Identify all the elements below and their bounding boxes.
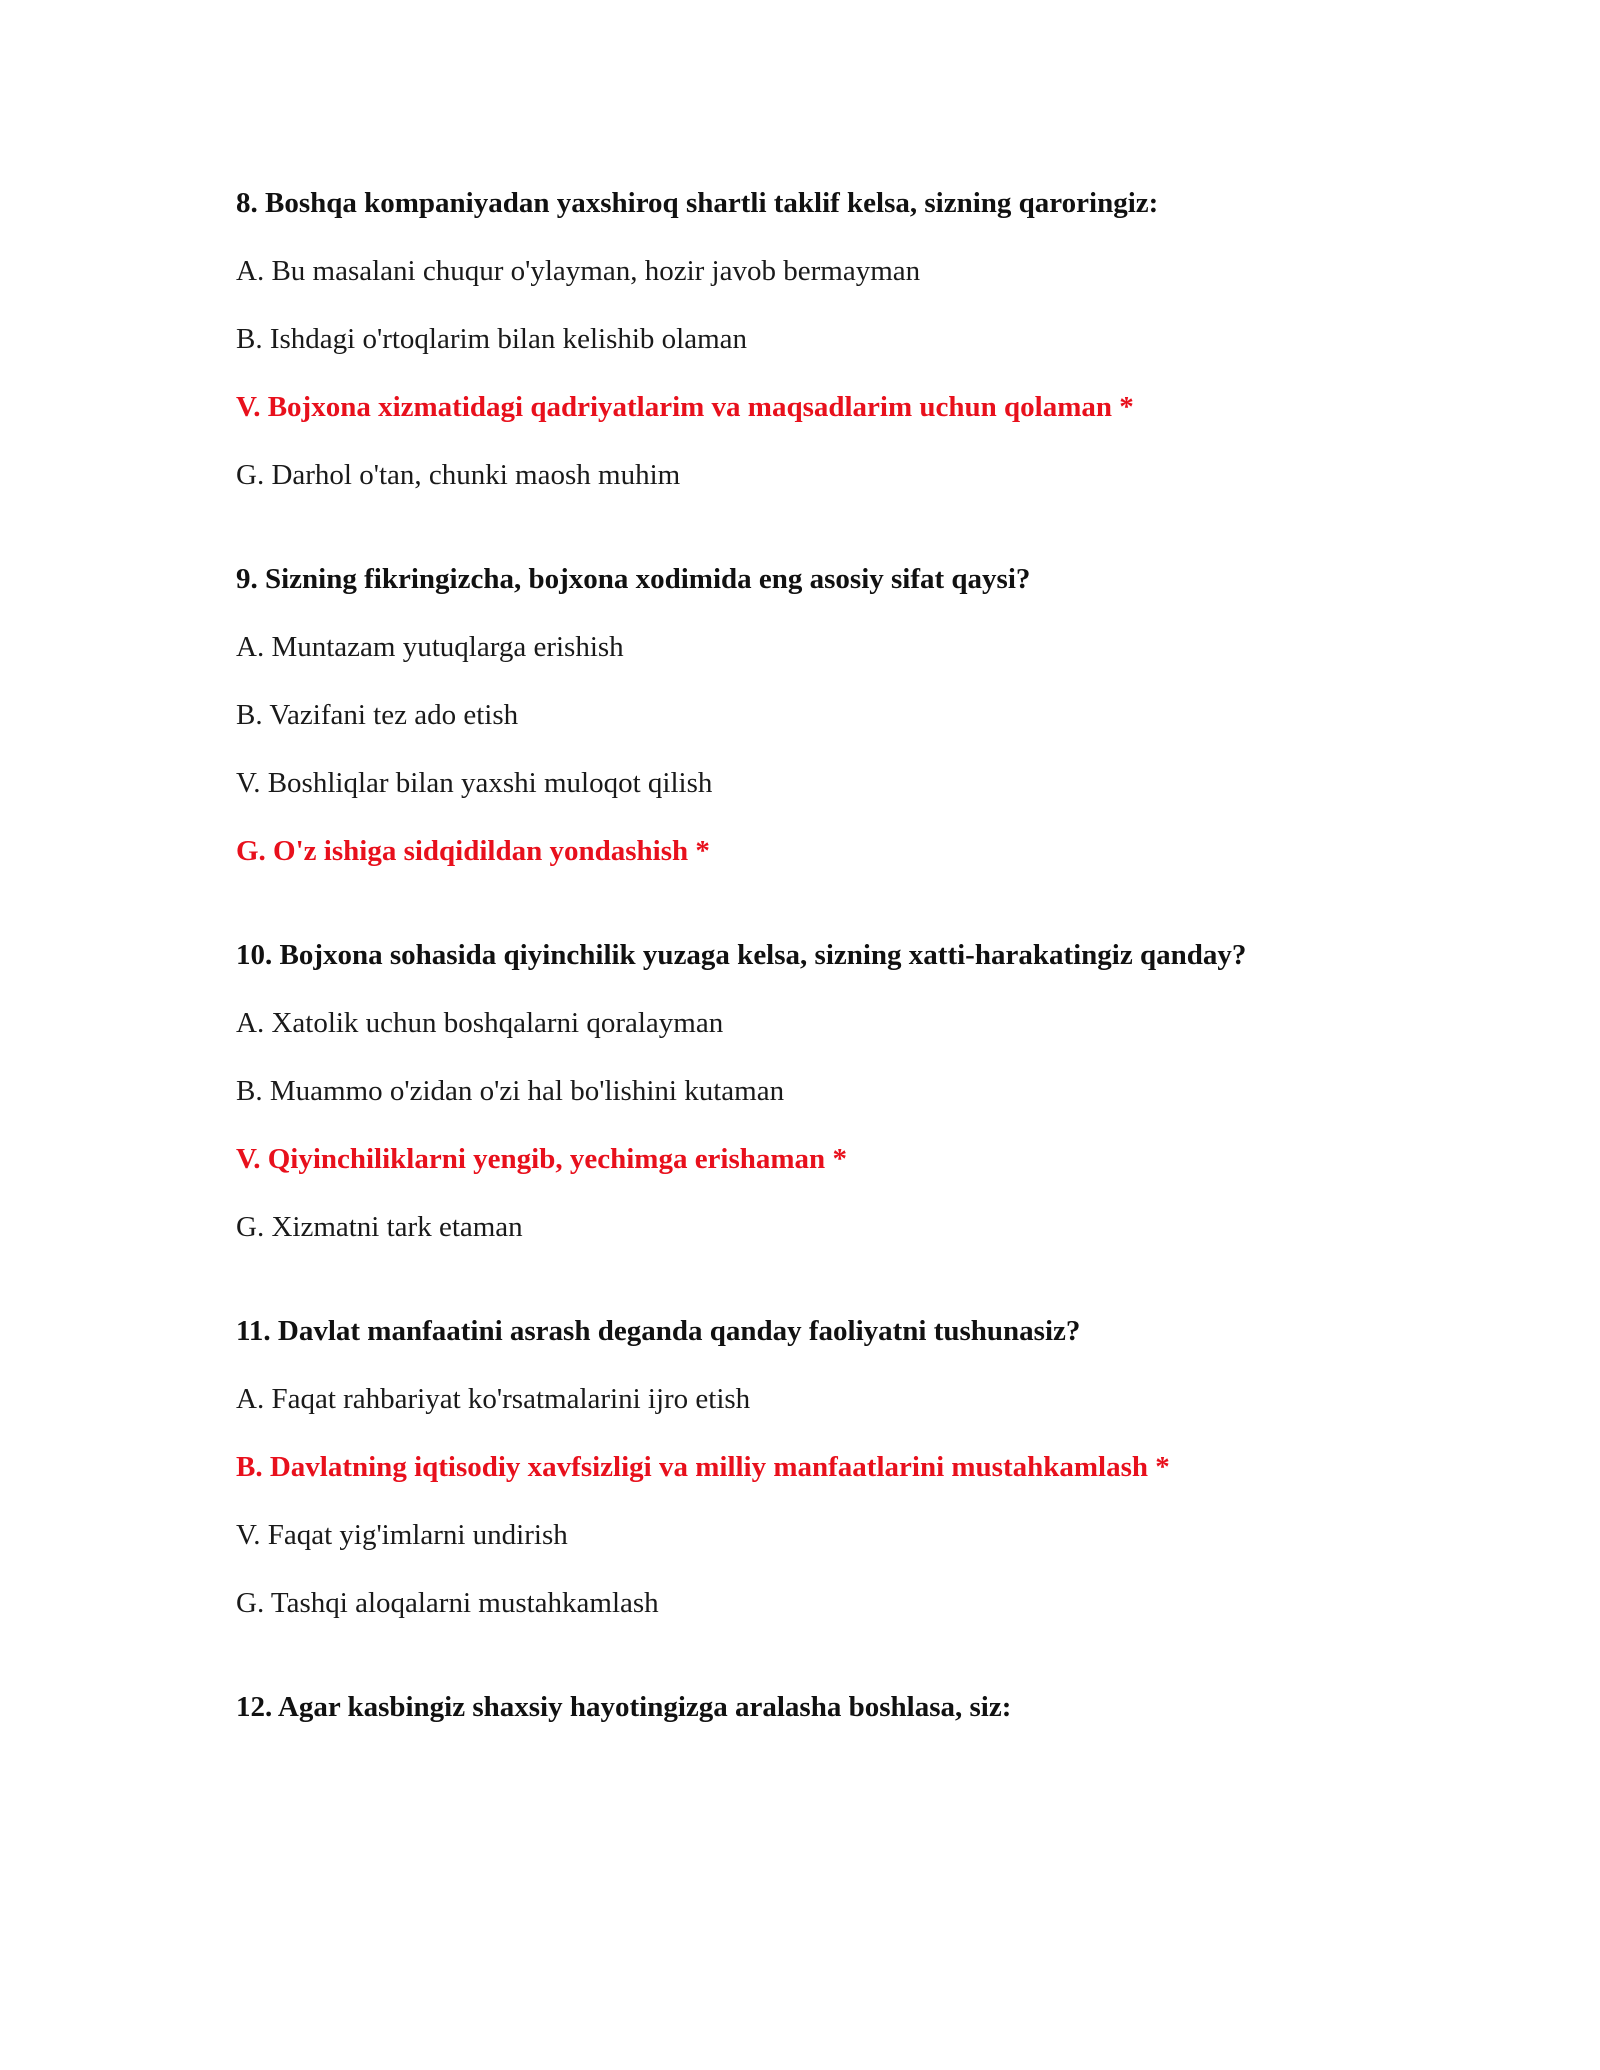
question-11-option-a: A. Faqat rahbariyat ko'rsatmalarini ijro etish — [236, 1383, 751, 1415]
question-11-text: 11. Davlat manfaatini asrash deganda qanday faoliyatni tushunasiz? — [236, 1315, 1081, 1347]
question-10-option-a: A. Xatolik uchun boshqalarni qoralayman — [236, 1007, 724, 1039]
quiz-content — [236, 185, 1436, 1793]
question-block-9 — [236, 561, 1436, 869]
question-10-text: 10. Bojxona sohasida qiyinchilik yuzaga kelsa, sizning xatti-harakatingiz qanday? — [236, 939, 1247, 971]
question-block-11 — [236, 1313, 1436, 1621]
question-block-12 — [236, 1689, 1436, 1725]
question-9-text: 9. Sizning fikringizcha, bojxona xodimida eng asosiy sifat qaysi? — [236, 563, 1031, 595]
question-8-option-g: G. Darhol o'tan, chunki maosh muhim — [236, 459, 681, 491]
question-10-option-b: B. Muammo o'zidan o'zi hal bo'lishini kutaman — [236, 1075, 785, 1107]
question-block-8 — [236, 185, 1436, 493]
question-9-option-b: B. Vazifani tez ado etish — [236, 699, 519, 731]
question-8-option-a: A. Bu masalani chuqur o'ylayman, hozir javob bermayman — [236, 255, 921, 287]
question-11-option-b-correct: B. Davlatning iqtisodiy xavfsizligi va milliy manfaatlarini mustahkamlash * — [236, 1451, 1170, 1483]
question-9-option-g-correct: G. O'z ishiga sidqidildan yondashish * — [236, 835, 710, 867]
question-block-10 — [236, 937, 1436, 1245]
question-11-option-g: G. Tashqi aloqalarni mustahkamlash — [236, 1587, 659, 1619]
question-8-option-b: B. Ishdagi o'rtoqlarim bilan kelishib olaman — [236, 323, 748, 355]
question-11-option-v: V. Faqat yig'imlarni undirish — [236, 1519, 568, 1551]
question-8-option-v-correct: V. Bojxona xizmatidagi qadriyatlarim va maqsadlarim uchun qolaman * — [236, 391, 1134, 423]
question-8-text: 8. Boshqa kompaniyadan yaxshiroq shartli taklif kelsa, sizning qaroringiz: — [236, 187, 1159, 219]
question-12-text: 12. Agar kasbingiz shaxsiy hayotingizga aralasha boshlasa, siz: — [236, 1691, 1012, 1723]
question-9-option-v: V. Boshliqlar bilan yaxshi muloqot qilish — [236, 767, 713, 799]
question-10-option-g: G. Xizmatni tark etaman — [236, 1211, 523, 1243]
question-9-option-a: A. Muntazam yutuqlarga erishish — [236, 631, 624, 663]
question-10-option-v-correct: V. Qiyinchiliklarni yengib, yechimga erishaman * — [236, 1143, 847, 1175]
